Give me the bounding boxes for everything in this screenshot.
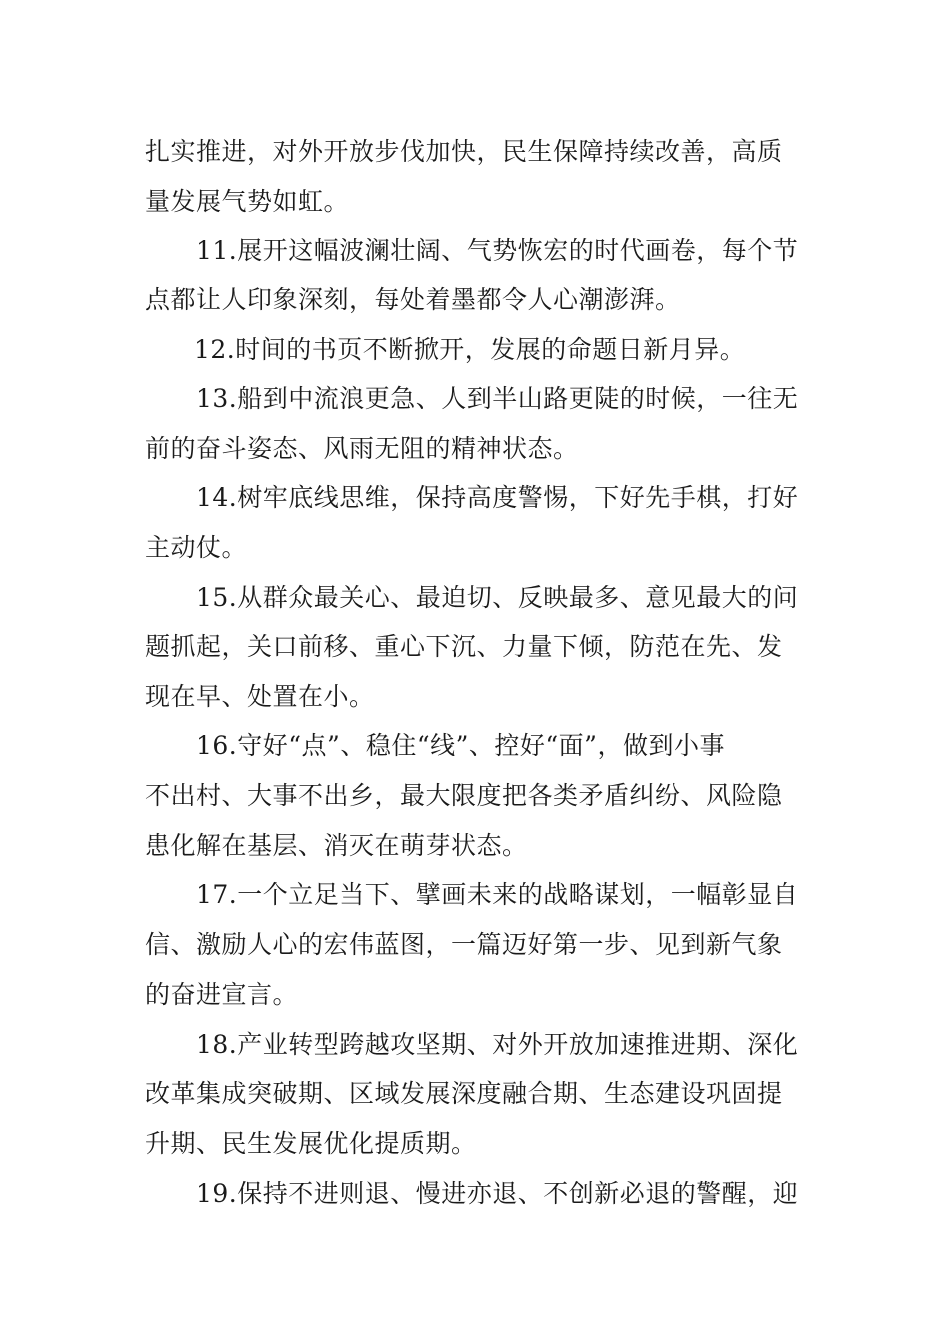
paragraph-12-first-line: 12.时间的书页不断掀开，发展的命题日新月异。 [194, 335, 746, 364]
paragraph-13-first-line: 13.船到中流浪更急、人到半山路更陡的时候，一往无 [196, 384, 799, 413]
text-line: 主动仗。 [145, 533, 248, 562]
text-line: 题抓起，关口前移、重心下沉、力量下倾，防范在先、发 [145, 632, 783, 661]
text-line: 扎实推进，对外开放步伐加快，民生保障持续改善，高质 [145, 137, 783, 166]
paragraph-16-first-line: 16.守好“点”、稳住“线”、控好“面”，做到小事 [196, 731, 725, 760]
paragraph-18-first-line: 18.产业转型跨越攻坚期、对外开放加速推进期、深化 [196, 1030, 799, 1059]
text-line: 患化解在基层、消灭在萌芽状态。 [145, 831, 528, 860]
paragraph-11-first-line: 11.展开这幅波澜壮阔、气势恢宏的时代画卷，每个节 [196, 236, 799, 265]
text-line: 点都让人印象深刻，每处着墨都令人心潮澎湃。 [145, 285, 681, 314]
text-line: 改革集成突破期、区域发展深度融合期、生态建设巩固提 [145, 1079, 783, 1108]
paragraph-19-first-line: 19.保持不进则退、慢进亦退、不创新必退的警醒，迎 [196, 1179, 799, 1208]
text-line: 量发展气势如虹。 [145, 187, 350, 216]
text-line: 前的奋斗姿态、风雨无阻的精神状态。 [145, 434, 579, 463]
text-line: 现在早、处置在小。 [145, 682, 375, 711]
paragraph-14-first-line: 14.树牢底线思维，保持高度警惕，下好先手棋，打好 [196, 483, 799, 512]
text-line: 升期、民生发展优化提质期。 [145, 1129, 477, 1158]
paragraph-17-first-line: 17.一个立足当下、擘画未来的战略谋划，一幅彰显自 [196, 880, 799, 909]
text-line: 信、激励人心的宏伟蓝图，一篇迈好第一步、见到新气象 [145, 930, 783, 959]
text-line: 的奋进宣言。 [145, 980, 299, 1009]
paragraph-15-first-line: 15.从群众最关心、最迫切、反映最多、意见最大的问 [196, 583, 799, 612]
text-line: 不出村、大事不出乡，最大限度把各类矛盾纠纷、风险隐 [145, 781, 783, 810]
